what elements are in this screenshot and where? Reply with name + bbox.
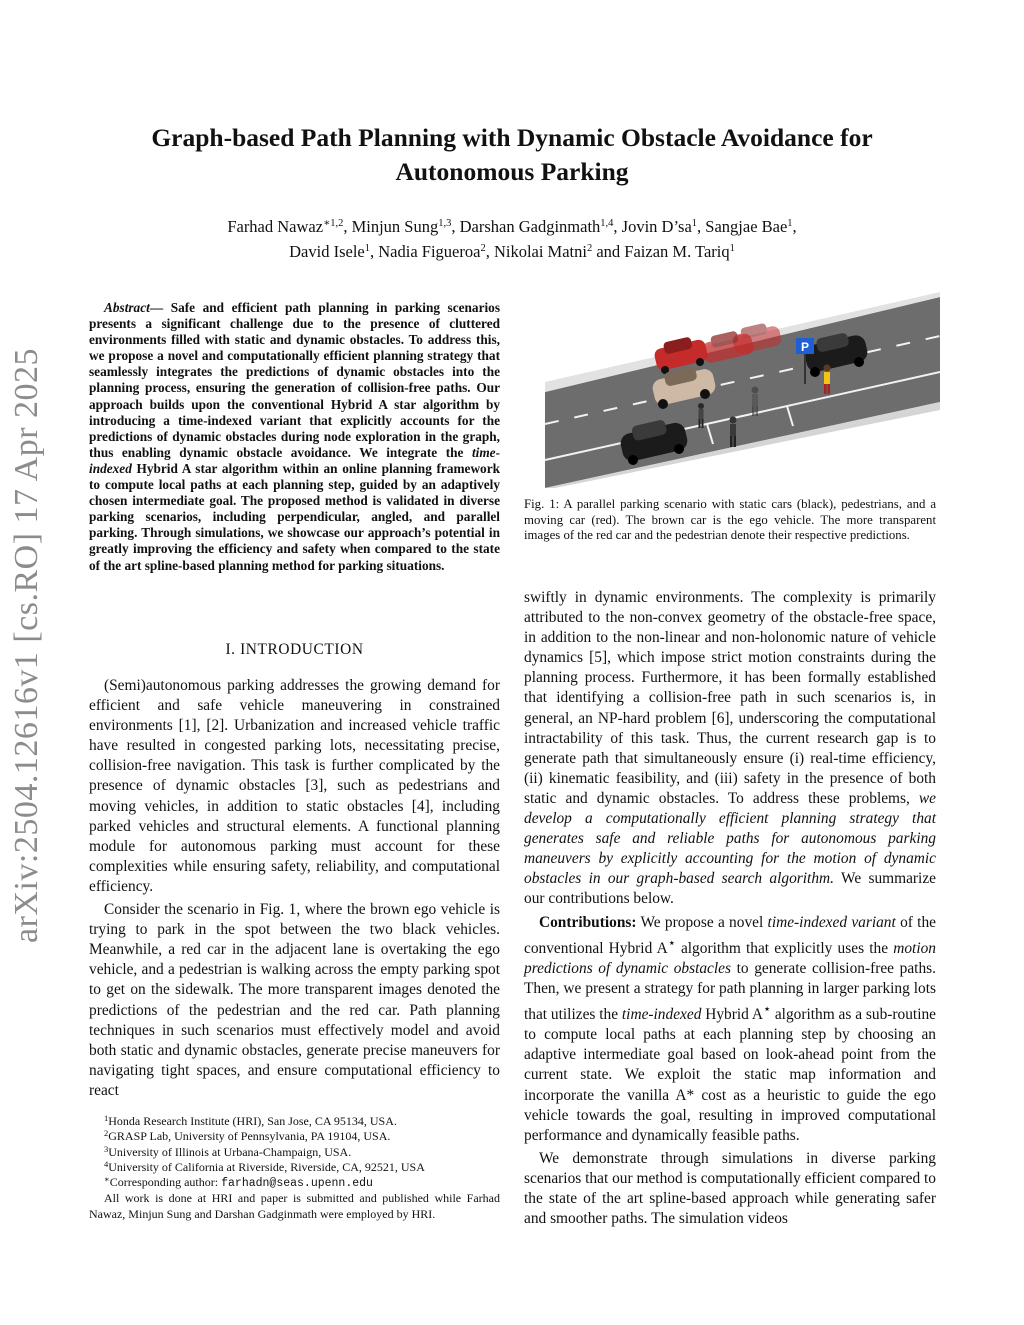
right-paragraph-1-text-a: swiftly in dynamic environments. The complexity is primarily attributed to the non-convex geometry of the obstacle-free space, in addition to the non-linear and non-holonomic nature of vehicle dynamics [5], which impose strict motion constraints during the planning process. Furthermore, it has been formally established that identifying a collision-free path in such scenarios is, in general, an NP-hard problem [6], underscoring the computational intractability of this task. Thus, the current research gap is to generate path that simultaneously ensure (i) real-time efficiency, (ii) kinematic feasibility, and (iii) safety in the presence of both static and dynamic obstacles. To address these problems, — [524, 589, 936, 807]
parking-sign-letter: P — [800, 340, 810, 354]
author-separator: , — [451, 217, 460, 236]
right-paragraph-1-text-b: We summarize our contributions below. — [524, 870, 936, 908]
abstract-label: Abstract — [104, 300, 150, 315]
right-paragraph-3: We demonstrate through simulations in diverse parking scenarios that our method is computationally efficient compared to the state of the art spline-based approach while generating safer and smoother paths. The simulation videos — [524, 1149, 936, 1228]
intro-paragraph-1: (Semi)autonomous parking addresses the growing demand for efficient and safe vehicle maneuvering in constrained environments [1], [2]. Urbanization and increased vehicle traffic have resulted in congested parking lots, necessitating precise, collision-free navigation. This task is further complicated by the presence of dynamic obstacles [3], such as pedestrians and moving vehicles, in addition to static obstacles [4], including parked vehicles and structural elements. A functional planning module for autonomous parking must account for these complexities while ensuring safety, reliability, and computational efficiency. — [89, 677, 500, 895]
author-name: Nikolai Matni — [493, 242, 587, 261]
author-separator: , — [613, 217, 622, 236]
footnote-text: GRASP Lab, University of Pennsylvania, PA 19104, USA. — [108, 1129, 391, 1144]
author-name: David Isele — [289, 242, 365, 261]
left-column-body — [89, 676, 500, 1101]
abstract-dash: — — [149, 300, 171, 315]
figure-1 — [537, 292, 940, 488]
author-separator: and — [592, 242, 625, 261]
contributions-text-1: We propose a novel — [636, 913, 768, 931]
author-line-2 — [90, 239, 934, 264]
author-name: Minjun Sung — [351, 217, 439, 236]
footnote-text: Corresponding author: — [109, 1175, 222, 1190]
footnote — [89, 1175, 500, 1191]
author-separator: , — [485, 242, 494, 261]
author-affiliation: 2 — [586, 243, 593, 254]
author-affiliation: 1 — [729, 243, 735, 254]
author-affiliation: ∗1,2 — [323, 218, 344, 229]
abstract-italic-term: time-indexed — [89, 444, 500, 476]
title-line-2: Autonomous Parking — [395, 157, 629, 186]
contributions-text-5: Hybrid A — [701, 1006, 763, 1024]
footnote — [89, 1114, 500, 1129]
footnote-mark: 1 — [104, 1113, 109, 1123]
astar-superscript: ⋆ — [667, 935, 676, 950]
footnote-mark: 3 — [104, 1143, 109, 1154]
abstract-text-part-1: Safe and efficient path planning in parking scenarios presents a significant challenge due to the presence of cluttered environments filled with static and dynamic obstacles. To address this, we propose a novel and computationally efficient planning strategy that seamlessly integrates the predictions of dynamic obstacles into the planning process, ensuring the generation of collision-free paths. Our approach builds upon the conventional Hybrid A star algorithm by introducing a time-indexed variant that explicitly accounts for the predictions of dynamic obstacles during node exploration in the graph, thus enabling dynamic obstacle avoidance. We integrate the — [89, 300, 500, 460]
paper-title — [90, 121, 934, 189]
author-name: Faizan M. Tariq — [624, 242, 730, 261]
footnote — [89, 1129, 500, 1144]
author-line-1 — [90, 214, 934, 239]
section-heading-introduction: I. INTRODUCTION — [225, 641, 364, 658]
author-separator: , — [697, 217, 706, 236]
author-separator: , — [370, 242, 379, 261]
author-affiliation: 1,4 — [600, 218, 614, 229]
footnote-mark: ∗ — [104, 1174, 110, 1185]
author-name: Nadia Figueroa — [378, 242, 481, 261]
author-affiliation: 1 — [364, 243, 370, 254]
author-name: Sangjae Bae — [705, 217, 788, 236]
author-affiliation: 1 — [787, 218, 793, 229]
footnote-text: University of Illinois at Urbana-Champaign, USA. — [108, 1144, 352, 1159]
footnote-text: Honda Research Institute (HRI), San Jose, CA 95134, USA. — [108, 1114, 397, 1128]
corresponding-email-link[interactable]: farhadn@seas.upenn.edu — [221, 1177, 373, 1191]
intro-paragraph-2: Consider the scenario in Fig. 1, where the brown ego vehicle is trying to park in the spot between the two black vehicles. Meanwhile, a red car in the adjacent lane is overtaking the ego vehicle, and a pedestrian is walking across the empty parking spot to get on the sidewalk. The more transparent images denoted the predictions of the pedestrian and the red car. Path planning techniques in such scenarios must effectively model and avoid both static and dynamic obstacles, generate precise maneuvers for navigating tight spaces, and ensure computational efficiency to react — [89, 901, 500, 1099]
right-paragraph-1 — [524, 588, 936, 910]
right-paragraph-1-italic: we develop a computationally efficient planning strategy that generates safe and reliable paths for autonomous parking maneuvers by explicitly accounting for the motion of dynamic obstacles in our graph-based search algorithm. — [524, 789, 936, 888]
road-surface — [545, 297, 940, 488]
footnote-text: University of California at Riverside, Riverside, CA, 92521, USA — [108, 1159, 425, 1174]
author-affiliation: 1,3 — [438, 218, 452, 229]
footnote — [89, 1160, 500, 1175]
footnote-mark: 2 — [104, 1128, 109, 1139]
contributions-text-4: to generate collision-free paths. Then, we present a strategy for path planning in larger parking lots that utilizes the — [524, 959, 936, 1024]
figure-1-caption: Fig. 1: A parallel parking scenario with static cars (black), pedestrians, and a moving car (red). The brown car is the ego vehicle. The more transparent images of the red car and the pedestrian denote their respective predictions. — [524, 497, 936, 543]
author-separator: , — [792, 217, 797, 236]
footnote — [89, 1145, 500, 1160]
contributions-paragraph — [524, 913, 936, 1146]
abstract — [89, 300, 500, 574]
author-affiliation: 1 — [691, 218, 698, 229]
contributions-italic-3: time-indexed — [621, 1006, 702, 1024]
author-name: Darshan Gadginmath — [459, 217, 601, 236]
footnotes — [89, 1114, 500, 1222]
author-affiliation: 2 — [480, 243, 486, 254]
contributions-italic-2: motion predictions of dynamic obstacles — [524, 939, 936, 977]
abstract-text-part-2: Hybrid A star algorithm within an online planning framework to compute local paths at each planning step, guided by an adaptively chosen intermediate goal. The proposed method is validated in diverse parking scenarios, including perpendicular, angled, and parallel parking. Through simulations, we showcase our approach’s potential in greatly improving the efficiency and safety when compared to the state of the art spline-based planning method for parking situations. — [89, 460, 500, 573]
author-list — [90, 214, 934, 264]
contributions-italic-1: time-indexed variant — [767, 913, 896, 931]
author-separator: , — [343, 217, 352, 236]
contributions-label: Contributions: — [539, 913, 637, 931]
parking-scene-illustration — [537, 292, 940, 488]
author-name: Jovin D’sa — [621, 217, 692, 236]
right-column-body — [524, 588, 936, 1229]
contributions-text-3: algorithm that explicitly uses the — [675, 939, 894, 957]
author-name: Farhad Nawaz — [227, 217, 324, 236]
contributions-text-6: algorithm as a sub-routine to compute local paths at each planning step by choosing an adaptive intermediate goal based on look-ahead point from the current state. We exploit the static map information and incorporate the vanilla A* cost as a heuristic to guide the ego vehicle towards the goal, resulting in improved computational performance and dynamically feasible paths. — [524, 1006, 937, 1144]
title-line-1: Graph-based Path Planning with Dynamic Obstacle Avoidance for — [151, 123, 873, 152]
footnote-employment-note: All work is done at HRI and paper is submitted and published while Farhad Nawaz, Minjun Sung and Darshan Gadginmath were employed by HRI. — [89, 1191, 500, 1221]
arxiv-identifier: arXiv:2504.12616v1 [cs.RO] 17 Apr 2025 — [8, 347, 45, 943]
astar-superscript: ⋆ — [762, 1002, 771, 1016]
contributions-text-2: of the conventional Hybrid A — [524, 913, 936, 957]
footnote-mark: 4 — [104, 1158, 109, 1169]
